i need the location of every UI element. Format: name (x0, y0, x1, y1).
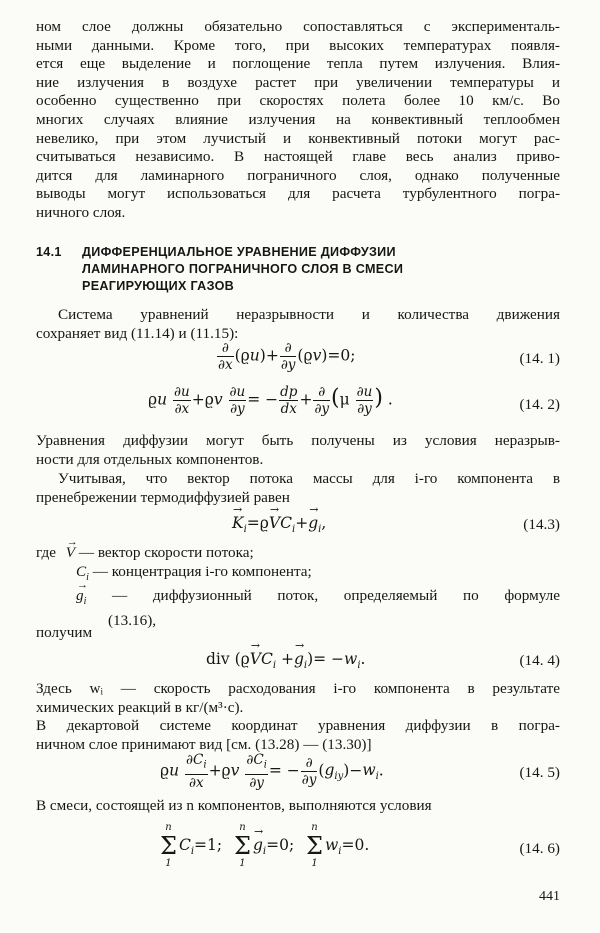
text-line: В декартовой системе координат уравнения диффузии в погра- (36, 717, 560, 734)
equation-number: (14. 4) (519, 652, 560, 669)
equation-14-4 (0, 650, 600, 676)
equation-body: ϱu $\frac{\partial u}{\partial x}$ +ϱv $\frac{\partial u}{\partial y}$ = − $\frac{dp}{dx}$ + $\frac{\partial}{\partial y}$ (μ $\frac{\partial u}{\partial y}$ ) . (148, 384, 393, 417)
equation-body: $\frac{\partial}{\partial x}$ (ϱu)+ $\frac{\partial}{\partial y}$ (ϱv)=0; (218, 340, 356, 373)
equation-number: (14. 1) (519, 350, 560, 367)
definition-text: — диффузионный поток, определяемый по формуле (112, 587, 560, 605)
equation-number: (14. 2) (519, 396, 560, 413)
text-line: выводы могут использоваться для расчета турбулентного погра- (36, 185, 560, 203)
text-line: Учитывая, что вектор потока массы для i-го компонента в (58, 470, 560, 487)
text-line: Система уравнений неразрывности и количества движения (58, 306, 560, 323)
section-title (82, 244, 562, 295)
paragraph-mixture (36, 797, 560, 816)
paragraph-diffusion (36, 432, 560, 469)
equation-14-1 (0, 340, 600, 380)
section-title-line: РЕАГИРУЮЩИХ ГАЗОВ (82, 279, 235, 293)
section-title-line: ЛАМИНАРНОГО ПОГРАНИЧНОГО СЛОЯ В СМЕСИ (82, 262, 404, 276)
text-line: особенно существенно при скоростях полета более 10 км/с. Во (36, 92, 560, 110)
definitions-lead: где (36, 544, 56, 561)
equation-14-5 (0, 752, 600, 792)
text-line: Здесь wᵢ — скорость расходования i-го компонента в результате (36, 680, 560, 697)
definition-g-ref: (13.16), (108, 611, 157, 629)
text-line: невелико, при этом лучистый и конвективный потоки могут рас- (36, 129, 560, 147)
equation-14-6 (0, 822, 600, 878)
paragraph-cartesian (36, 717, 560, 754)
text-line: сохраняет вид (11.14) и (11.15): (36, 324, 239, 342)
text-line: ется еще выделение и поглощение тепла путем излучения. Влия- (36, 55, 560, 73)
equation-number: (14. 6) (519, 840, 560, 857)
text-line: ном слое должны обязательно сопоставляться с эксперименталь- (36, 18, 560, 35)
definition-text: — вектор скорости потока; (78, 544, 254, 561)
definition-g: → $g_i$ — диффузионный поток, определяемый по формуле (36, 587, 560, 612)
text-line: пренебрежении термодиффузией равен (36, 488, 290, 506)
section-title-line: ДИФФЕРЕНЦИАЛЬНОЕ УРАВНЕНИЕ ДИФФУЗИИ (82, 245, 396, 259)
paragraph-consumption (36, 680, 560, 717)
text-line: ние излучения в воздухе растет при увеличении температуры и (36, 73, 560, 91)
text-line: химических реакций в кг/(м³·с). (36, 698, 244, 716)
paragraph-radiation (36, 18, 560, 223)
paragraph-flux (36, 470, 560, 507)
equation-body: → $K_i=ϱ\to VC_i+\to g_i$, (232, 514, 326, 535)
equation-body: div $(ϱ\to VC_i +\to g_i)= -w_i$. (206, 650, 365, 671)
text-line: считываться независимо. В настоящей главе весь анализ приво- (36, 148, 560, 166)
equation-14-3 (0, 514, 600, 542)
definitions-block (36, 544, 566, 630)
section-number: 14.1 (36, 245, 62, 259)
text-line: ными данными. Кроме того, при высоких температурах появля- (36, 36, 560, 54)
text-line: ности для отдельных компонентов. (36, 450, 264, 468)
equation-body: n Σ 1 $C_i=1$; n Σ 1 → $g_i=0$; n Σ 1 $w_i=0$. (158, 822, 369, 870)
text-line: ничном слое принимают вид [см. (13.28) — (13.30)] (36, 735, 372, 753)
section-heading (36, 244, 560, 298)
text-line: дится для ламинарного пограничного слоя, однако полученные (36, 166, 560, 184)
definition-text: — концентрация i-го компонента; (92, 562, 312, 580)
equation-number: (14. 5) (519, 764, 560, 781)
equation-14-2 (0, 384, 600, 426)
text-line: многих случаях влияние излучения на конвективный теплообмен (36, 110, 560, 128)
text-line: получим (36, 624, 93, 641)
equation-number: (14.3) (523, 516, 560, 533)
definition-c: $C_i$ — концентрация i-го компонента; (76, 562, 312, 583)
text-line: ничного слоя. (36, 203, 126, 221)
equation-body: ϱu $\frac{\partial C_i}{\partial x}$ +ϱv $\frac{\partial C_i}{\partial y}$ = − $\frac{\partial}{\partial y}$ $(g_{iy})-w_i$. (160, 752, 384, 791)
text-line: Уравнения диффузии могут быть получены из условия неразрыв- (36, 432, 560, 449)
definition-v: где → V — вектор скорости потока; (36, 544, 566, 563)
page-number: 441 (539, 889, 560, 904)
text-line: В смеси, состоящей из n компонентов, выполняются условия (36, 797, 432, 814)
paragraph-system (36, 306, 560, 343)
